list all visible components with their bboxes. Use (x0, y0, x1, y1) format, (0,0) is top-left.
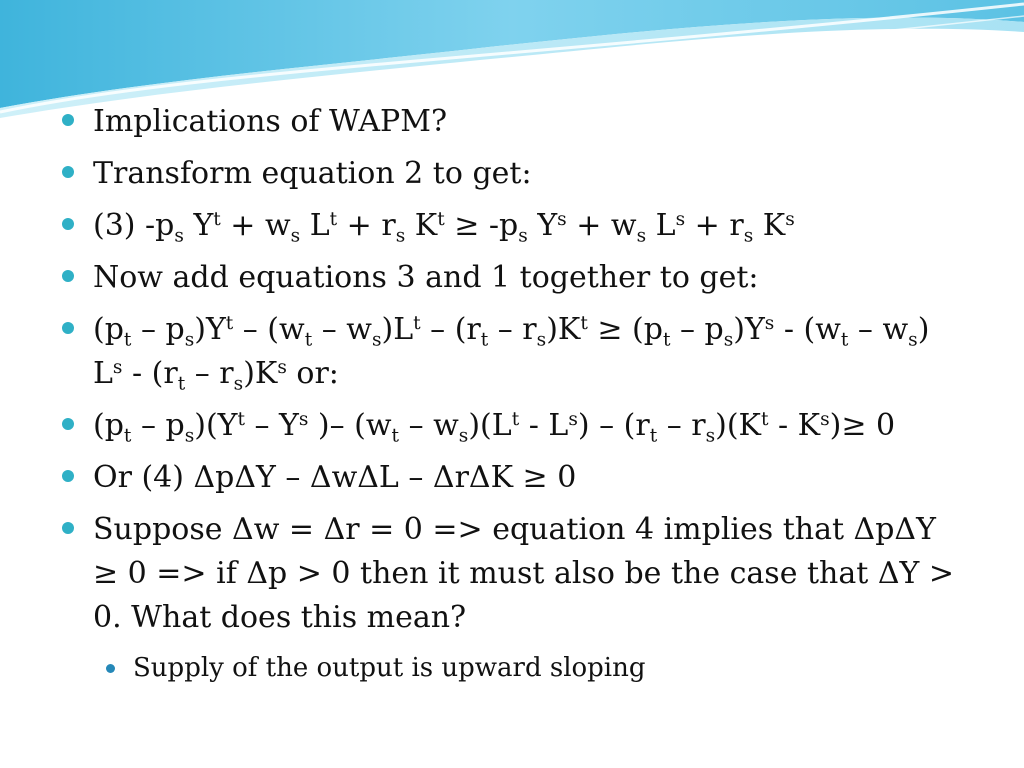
bullet-text: Now add equations 3 and 1 together to get: (93, 260, 759, 295)
bullet-dot-icon (62, 114, 74, 126)
bullet-text: Transform equation 2 to get: (93, 156, 532, 191)
bullet-dot-icon (62, 218, 74, 230)
bullet-text: Implications of WAPM? (93, 104, 448, 139)
bullet-text: Suppose Δw = Δr = 0 => equation 4 implies that ΔpΔY ≥ 0 => if Δp > 0 then it must also be the case that ΔY > 0. What does this mean? (93, 512, 954, 635)
bullet-text: (3) $-p_s$ $Y^t + w_s$ $L^t + r_s$ $K^t \ge -p_s$ $Y^s + w_s$ $L^s + r_s$ $K^s$ (93, 208, 795, 247)
bullet-dot-icon (62, 166, 74, 178)
bullet-text: $(p_t - p_s)Y^t - (w_t - w_s)L^t - (r_t - r_s)K^t \ge (p_t - p_s)Y^s - (w_t - w_s)$ $L^s - (r_t - r_s)K^s$ or: (93, 312, 930, 395)
bullet-item (60, 508, 960, 640)
sub-bullet-dot-icon (106, 664, 115, 673)
bullet-dot-icon (62, 270, 74, 282)
bullet-dot-icon (62, 470, 74, 482)
sub-bullet-text: Supply of the output is upward sloping (133, 653, 646, 683)
bullet-dot-icon (62, 418, 74, 430)
bullet-text: Or (4) ΔpΔY – ΔwΔL – ΔrΔK ≥ 0 (93, 460, 577, 495)
sub-bullet-item (100, 648, 960, 688)
bullet-item (60, 152, 960, 196)
bullet-item (60, 100, 960, 144)
bullet-item (60, 308, 960, 396)
bullet-dot-icon (62, 522, 74, 534)
bullet-item (60, 456, 960, 500)
bullet-dot-icon (62, 322, 74, 334)
bullet-text: $(p_t - p_s)(Y^t - Y^s$ )– $(w_t - w_s)(L^t - L^s) - (r_t - r_s)(K^t - K^s)\ge 0$ (93, 408, 896, 447)
bullet-item (60, 404, 960, 448)
slide-content (60, 100, 960, 688)
bullet-item (60, 204, 960, 248)
bullet-item (60, 256, 960, 300)
